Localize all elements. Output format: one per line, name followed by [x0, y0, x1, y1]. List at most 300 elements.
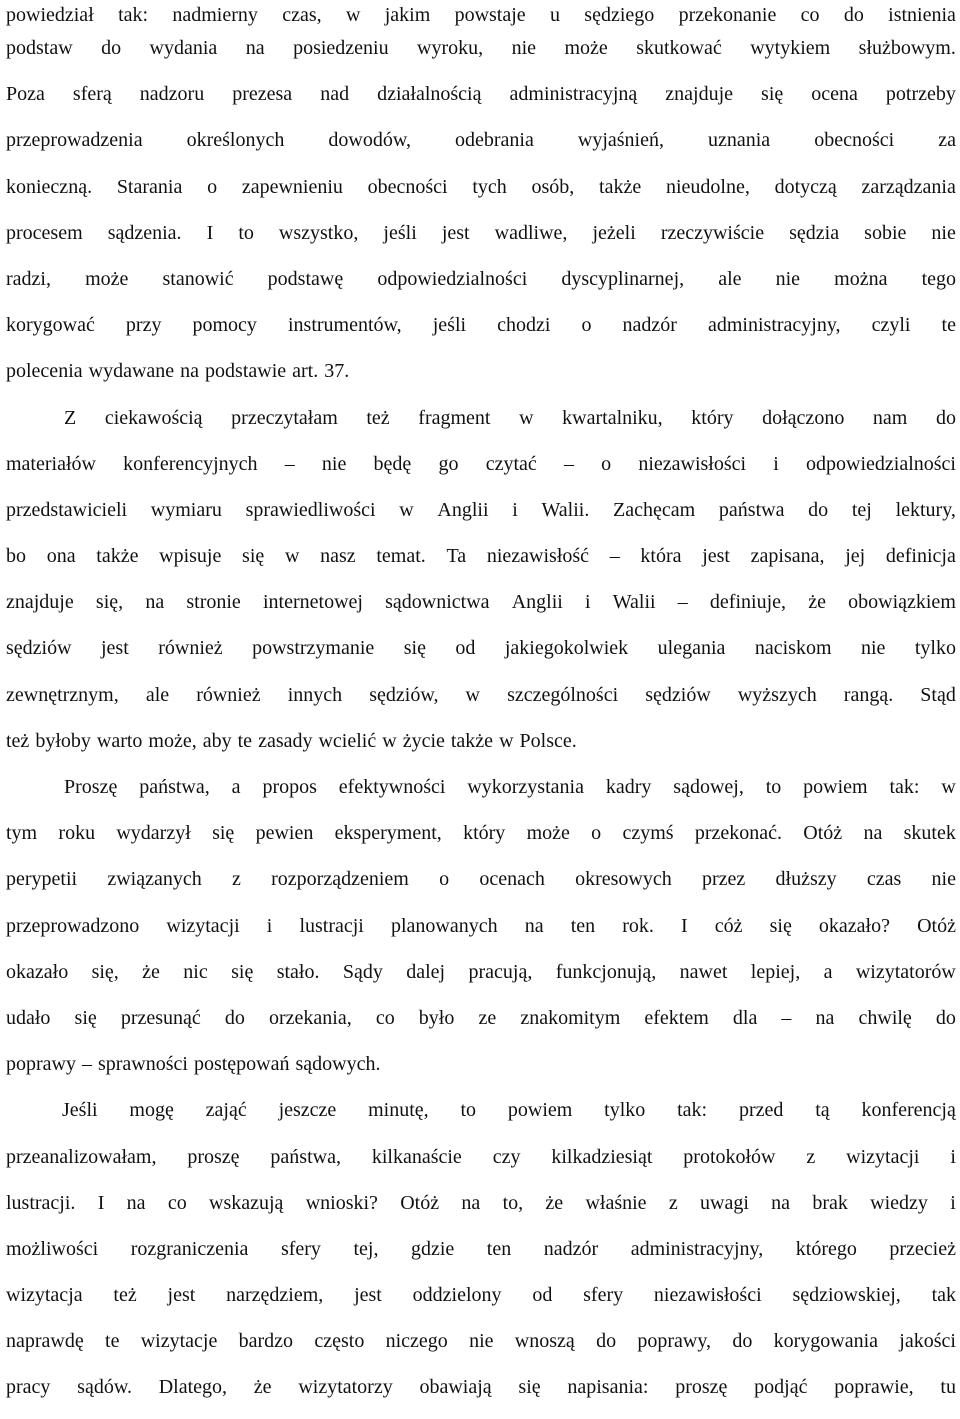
word: wskazują [209, 1191, 284, 1214]
word: służbowym. [858, 37, 956, 59]
word: rozporządzeniem [271, 868, 409, 891]
word: – [284, 452, 295, 475]
word: przesunąć [120, 1006, 201, 1029]
text-line [6, 310, 956, 356]
word: państwa, [139, 776, 210, 798]
word: i [950, 1191, 956, 1214]
word: czyli [871, 314, 911, 337]
word: orzekania, [268, 1006, 352, 1029]
word: podstawie [205, 360, 287, 383]
text-line [6, 79, 956, 125]
word: ciekawością [104, 406, 203, 429]
word: rangą. [843, 683, 894, 706]
word: sądownictwa [385, 591, 490, 614]
word: Z [64, 406, 77, 429]
word: ocena [811, 83, 858, 106]
word: na [815, 1006, 835, 1029]
text-line [6, 633, 956, 679]
word: nie [860, 637, 886, 660]
word: w [399, 498, 414, 521]
word: dalej [406, 960, 446, 983]
word: to, [502, 1191, 524, 1214]
word: stanowić [162, 267, 234, 290]
word: możliwości [6, 1237, 99, 1260]
word: narzędziem, [226, 1284, 324, 1307]
word: – [677, 591, 688, 614]
word: konieczną. [6, 175, 93, 198]
word: tego [921, 267, 956, 290]
word: nie [931, 221, 956, 244]
word: zarządzania [861, 175, 956, 198]
word: do [808, 498, 829, 521]
word: do [843, 4, 864, 26]
word: tylko [604, 1099, 646, 1122]
word: ten [570, 914, 596, 937]
word: przy [125, 314, 162, 337]
word: minutę, [368, 1099, 429, 1122]
word: się, [91, 960, 119, 983]
word: co [167, 1191, 187, 1214]
word: istnienia [888, 4, 956, 26]
word: było [418, 1006, 455, 1029]
word: stało. [276, 960, 320, 983]
word: do [224, 1006, 245, 1029]
word: skutek [903, 822, 956, 845]
word: cóż [714, 914, 743, 937]
word: wydarzył [116, 822, 191, 845]
word: na [461, 1191, 481, 1214]
word: sprawiedliwości [245, 498, 376, 521]
word: konferencją [861, 1099, 956, 1122]
word: sędziów, [369, 683, 439, 706]
word: proszę [187, 1145, 240, 1168]
word: Zachęcam [613, 498, 696, 521]
word: że [142, 960, 160, 983]
word: można [834, 267, 888, 290]
word: czytać [485, 452, 537, 475]
word: I [680, 914, 688, 937]
text-line [6, 1142, 956, 1188]
word: postępowań [193, 1053, 290, 1076]
word: ale [145, 683, 170, 706]
word: administracyjny, [630, 1237, 764, 1260]
word: jakim [384, 4, 431, 26]
word: osób, [531, 175, 575, 198]
word: materiałów [6, 452, 96, 475]
word: przed [738, 1099, 784, 1122]
word: administracyjny, [708, 314, 841, 337]
word: lustracji. [6, 1191, 76, 1214]
word: z [668, 1191, 678, 1214]
word: od [532, 1284, 553, 1307]
text-line [6, 1188, 956, 1234]
word: obecności [367, 175, 448, 198]
text-line [6, 772, 956, 818]
text-line [6, 403, 956, 449]
word: że [808, 591, 826, 614]
word: sędzia [789, 221, 840, 244]
word: kadry [605, 776, 652, 798]
word: u [549, 4, 560, 26]
word: niczego [385, 1330, 448, 1353]
word: definiuje, [709, 591, 787, 614]
word: że [545, 1191, 564, 1214]
text-line [6, 449, 956, 495]
word: nadzór [543, 1237, 599, 1260]
word: jakości [899, 1330, 956, 1353]
word: eksperyment, [334, 822, 442, 845]
word: I [97, 1191, 105, 1214]
word: korygować [6, 314, 95, 337]
word: jest [101, 637, 129, 660]
word: życie [402, 729, 445, 752]
word: uwagi [700, 1191, 749, 1214]
word: z [231, 868, 241, 891]
document-page [6, 0, 956, 1419]
word: tylko [914, 637, 956, 660]
word: rozgraniczenia [130, 1237, 249, 1260]
word: od [455, 637, 476, 660]
word: odebrania [455, 129, 534, 152]
word: i [773, 452, 779, 475]
word: sfery [280, 1237, 321, 1260]
word: z [806, 1145, 816, 1168]
word: aby [202, 729, 232, 752]
word: nadmierny [172, 4, 258, 26]
word: powiedział [6, 4, 94, 26]
word: radzi, [6, 267, 51, 290]
word: wyższych [737, 683, 817, 706]
text-line [6, 218, 956, 264]
word: lektury, [895, 498, 956, 521]
word: obowiązkiem [848, 591, 956, 614]
word: podjąć [754, 1376, 808, 1399]
word: fragment [418, 406, 491, 429]
word: dłuższy [775, 868, 837, 891]
word: zasady [258, 729, 313, 752]
word: przeprowadzenia [6, 129, 143, 152]
word: skutkować [636, 37, 722, 59]
word: którego [795, 1237, 857, 1260]
text-line [6, 1372, 956, 1418]
word: to [765, 776, 782, 798]
word: Anglii [511, 591, 563, 614]
word: wnioski? [305, 1191, 378, 1214]
word: stronie [186, 591, 241, 614]
word: definicja [885, 545, 956, 568]
word: też [113, 1284, 137, 1307]
word: się [403, 637, 426, 660]
word: czas [866, 868, 902, 891]
word: – [609, 545, 620, 568]
word: udało [6, 1006, 51, 1029]
word: tym [6, 822, 38, 845]
word: tych [472, 175, 507, 198]
word: państwa, [270, 1145, 341, 1168]
word: wizytacje [140, 1330, 218, 1353]
text-line [6, 33, 956, 79]
word: chwilę [858, 1006, 912, 1029]
word: będę [373, 452, 412, 475]
word: konferencyjnych [123, 452, 258, 475]
word: perypetii [6, 868, 78, 891]
word: także [599, 175, 642, 198]
word: Otóż [400, 1191, 440, 1214]
word: sędziów [6, 637, 72, 660]
word: brak [812, 1191, 848, 1214]
word: czas, [282, 4, 322, 26]
word: wydawane [88, 360, 175, 383]
word: potrzeby [885, 83, 956, 106]
word: prezesa [232, 83, 293, 106]
word: go [438, 452, 459, 475]
word: do [935, 406, 956, 429]
word: związanych [107, 868, 202, 891]
word: okazało [6, 960, 69, 983]
word: przekonanie [678, 4, 777, 26]
word: powiem [507, 1099, 573, 1122]
word: o [207, 175, 218, 198]
text-line [6, 125, 956, 171]
word: do [732, 1330, 753, 1353]
word: powiem [803, 776, 868, 798]
word: wiedzy [870, 1191, 928, 1214]
word: nic [183, 960, 208, 983]
word: I [206, 221, 214, 244]
word: wytykiem [750, 37, 831, 59]
word: że [253, 1376, 272, 1399]
word: zapisana, [750, 545, 825, 568]
word: – [781, 1006, 792, 1029]
word: te [941, 314, 956, 337]
word: wykorzystania [467, 776, 584, 798]
word: wizytacji [166, 914, 240, 937]
word: ale [718, 267, 742, 290]
word: jeszcze [278, 1099, 337, 1122]
word: tej [851, 498, 872, 521]
word: kilkadziesiąt [551, 1145, 653, 1168]
text-line [6, 356, 956, 402]
word: nie [511, 37, 537, 59]
word: a [231, 776, 241, 798]
word: okresowych [575, 868, 672, 891]
word: i [585, 591, 591, 614]
word: się [242, 545, 265, 568]
word: wizytacji [846, 1145, 920, 1168]
word: temat. [376, 545, 426, 568]
word: bo [6, 545, 26, 568]
word: może [564, 37, 608, 59]
word: co [375, 1006, 395, 1029]
word: posiedzeniu [293, 37, 389, 59]
word: o [439, 868, 450, 891]
word: nie [775, 267, 801, 290]
word: proszę [675, 1376, 728, 1399]
text-line [6, 911, 956, 957]
word: też [366, 406, 390, 429]
word: w [499, 729, 514, 752]
word: warto [96, 729, 143, 752]
word: ulegania [657, 637, 726, 660]
word: poprawy, [637, 1330, 712, 1353]
word: jej [845, 545, 866, 568]
word: jest [441, 221, 470, 244]
word: byłoby [35, 729, 91, 752]
word: pomocy [192, 314, 257, 337]
word: Polsce. [519, 729, 577, 752]
word: do [101, 37, 122, 59]
word: w [941, 776, 956, 798]
text-line [6, 1049, 956, 1095]
word: przez [701, 868, 746, 891]
word: Sądy [342, 960, 383, 983]
word: sądzenia. [107, 221, 182, 244]
word: Poza [6, 83, 45, 106]
word: przeczytałam [231, 406, 338, 429]
word: tej, [353, 1237, 379, 1260]
word: się [769, 914, 792, 937]
word: mogę [129, 1099, 174, 1122]
word: dołączono [762, 406, 845, 429]
word: odpowiedzialności [806, 452, 956, 475]
word: Proszę [64, 776, 118, 798]
word: również [158, 637, 223, 660]
word: niezawisłość [486, 545, 590, 568]
word: Ta [446, 545, 467, 568]
word: który [463, 822, 506, 845]
word: Jeśli [62, 1099, 98, 1122]
word: się, [95, 591, 124, 614]
word: na [126, 1191, 146, 1214]
word: funkcjonują, [555, 960, 657, 983]
word: nasz [320, 545, 356, 568]
word: rok. [622, 914, 654, 937]
word: w [284, 545, 300, 568]
word: sobie [864, 221, 907, 244]
word: który [691, 406, 734, 429]
word: w [519, 406, 534, 429]
word: sferą [72, 83, 112, 106]
text-line [6, 818, 956, 864]
word: do [596, 1330, 617, 1353]
word: znajduje [6, 591, 74, 614]
text-line [6, 1326, 956, 1372]
word: Anglii [437, 498, 489, 521]
word: – [81, 1053, 92, 1076]
text-line [6, 1234, 956, 1280]
word: Stąd [920, 683, 956, 706]
word: nieudolne, [665, 175, 750, 198]
word: wyjaśnień, [577, 129, 664, 152]
word: Walii [612, 591, 656, 614]
word: roku [58, 822, 96, 845]
word: wszystko, [278, 221, 359, 244]
word: chodzi [497, 314, 551, 337]
word: nam [872, 406, 908, 429]
word: efektywności [338, 776, 446, 798]
word: rzeczywiście [660, 221, 765, 244]
word: wadliwe, [494, 221, 568, 244]
word: efektem [644, 1006, 709, 1029]
word: nie [321, 452, 347, 475]
word: wpisuje [159, 545, 222, 568]
word: znajduje [665, 83, 734, 106]
text-line [6, 1095, 956, 1141]
word: na [863, 822, 883, 845]
word: i [266, 914, 273, 937]
word: na [524, 914, 544, 937]
word: bardzo [238, 1330, 294, 1353]
word: podstaw [6, 37, 73, 59]
word: do [935, 1006, 956, 1029]
word: zająć [205, 1099, 247, 1122]
word: Otóż [917, 914, 956, 937]
word: lepiej, [750, 960, 801, 983]
word: też [6, 729, 30, 752]
word: jeśli [432, 314, 467, 337]
word: sędziów [645, 683, 711, 706]
text-line [6, 726, 956, 772]
word: nie [469, 1330, 494, 1353]
word: naprawdę [6, 1330, 84, 1353]
word: także [450, 729, 494, 752]
word: i [512, 498, 518, 521]
word: w [345, 4, 361, 26]
word: tą [815, 1099, 830, 1122]
word: pracują, [468, 960, 533, 983]
word: się [518, 1376, 541, 1399]
word: może [85, 267, 129, 290]
word: się [761, 83, 784, 106]
word: napisania: [567, 1376, 649, 1399]
word: ocenach [479, 868, 545, 891]
word: przeprowadzono [6, 914, 140, 937]
word: znakomitym [520, 1006, 621, 1029]
word: na [145, 591, 165, 614]
text-line [6, 495, 956, 541]
word: sędziego [584, 4, 655, 26]
text-line [6, 864, 956, 910]
word: działalnością [377, 83, 482, 106]
word: wyroku, [417, 37, 484, 59]
word: kwartalniku, [562, 406, 663, 429]
word: Walii. [541, 498, 590, 521]
word: na [771, 1191, 791, 1214]
word: przekonać. [694, 822, 782, 845]
word: w [465, 683, 480, 706]
word: się [231, 960, 254, 983]
word: jeżeli [592, 221, 636, 244]
word: wizytatorów [855, 960, 956, 983]
word: Otóż [803, 822, 843, 845]
word: sądowej, [673, 776, 744, 798]
word: wymiaru [150, 498, 222, 521]
text-line [6, 172, 956, 218]
word: jest [354, 1284, 382, 1307]
word: procesem [6, 221, 83, 244]
word: dyscyplinarnej, [561, 267, 685, 290]
word: jest [167, 1284, 196, 1307]
word: jeśli [383, 221, 417, 244]
word: Dlatego, [158, 1376, 228, 1399]
word: czymś [622, 822, 674, 845]
word: kilkanaście [371, 1145, 462, 1168]
word: nadzór [622, 314, 677, 337]
text-line [6, 680, 956, 726]
word: obecności [814, 129, 895, 152]
word: państwa [718, 498, 785, 521]
word: innych [287, 683, 343, 706]
